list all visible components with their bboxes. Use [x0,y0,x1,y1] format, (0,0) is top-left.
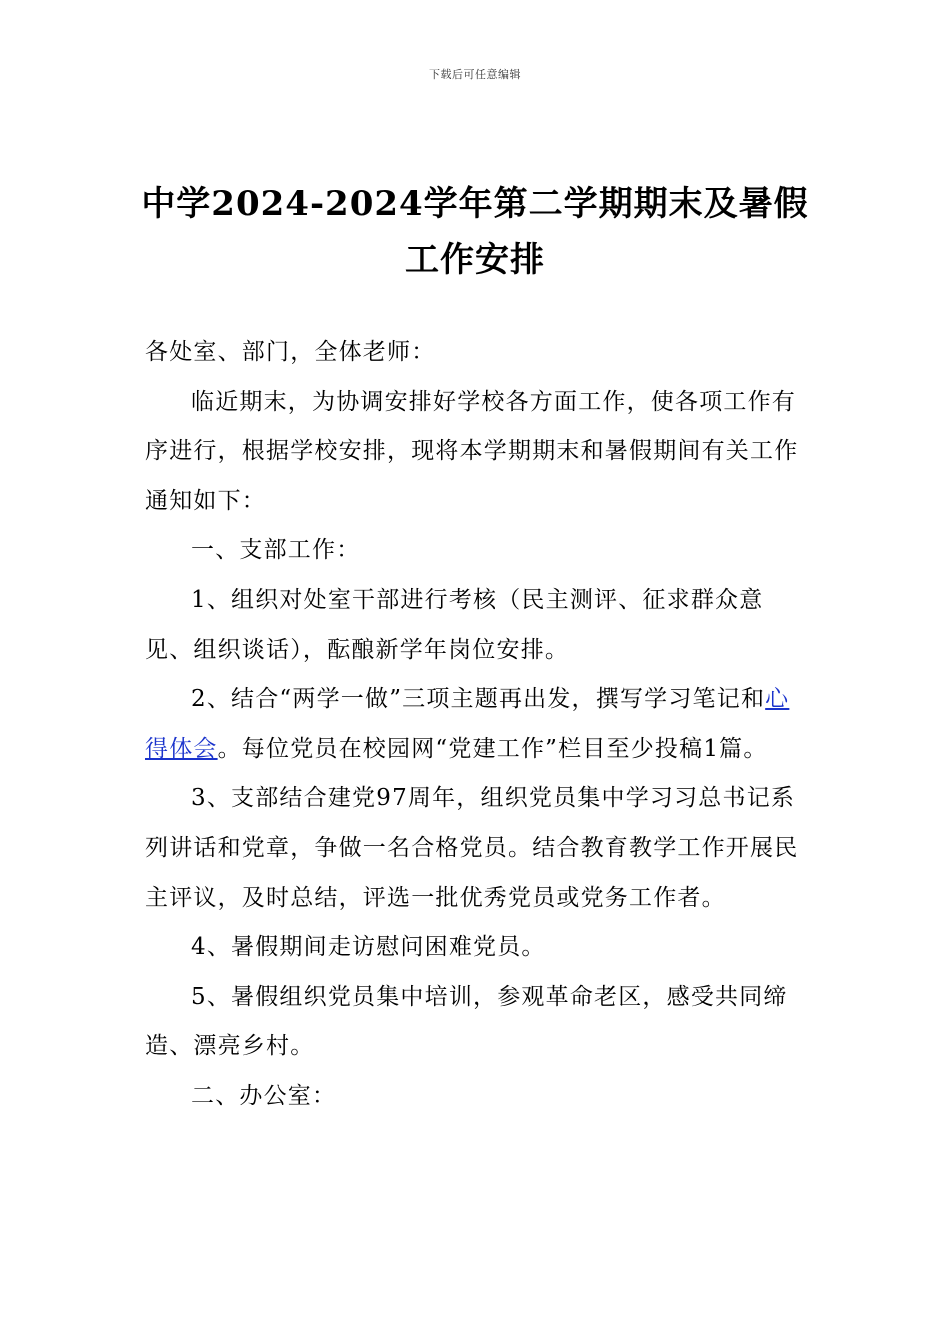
list-item-2-text-b: 。每位党员在校园网“党建工作”栏目至少投稿1篇。 [217,735,768,762]
title-line-1: 中学2024-2024学年第二学期期末及暑假 [141,184,809,224]
list-item-5: 5、暑假组织党员集中培训，参观革命老区，感受共同缔造、漂亮乡村。 [145,983,788,1060]
section-heading-party-branch: 一、支部工作： [191,537,361,564]
section-heading-office: 二、办公室： [191,1082,337,1109]
list-item-4: 4、暑假期间走访慰问困难党员。 [191,934,546,961]
list-item-1: 1、组织对处室干部进行考核（民主测评、征求群众意见、组织谈话），酝酿新学年岗位安排。 [145,586,764,663]
list-item-2-text-a: 2、结合“两学一做”三项主题再出发，撰写学习笔记和 [191,686,766,713]
intro-paragraph: 临近期末，为协调安排好学校各方面工作，使各项工作有序进行，根据学校安排，现将本学期期末和暑假期间有关工作通知如下： [145,388,799,514]
experience-link[interactable]: 心得体会 [145,686,790,762]
list-item-3: 3、支部结合建党97周年，组织党员集中学习习总书记系列讲话和党章，争做一名合格党员。结合教育教学工作开展民主评议，及时总结，评选一批优秀党员或党务工作者。 [145,785,799,911]
salutation: 各处室、部门，全体老师： [145,339,436,365]
title-line-2: 工作安排 [405,240,545,280]
list-item-2 [145,675,810,774]
document-body [145,328,810,1122]
document-title [120,176,830,288]
header-note: 下载后可任意编辑 [429,68,521,81]
